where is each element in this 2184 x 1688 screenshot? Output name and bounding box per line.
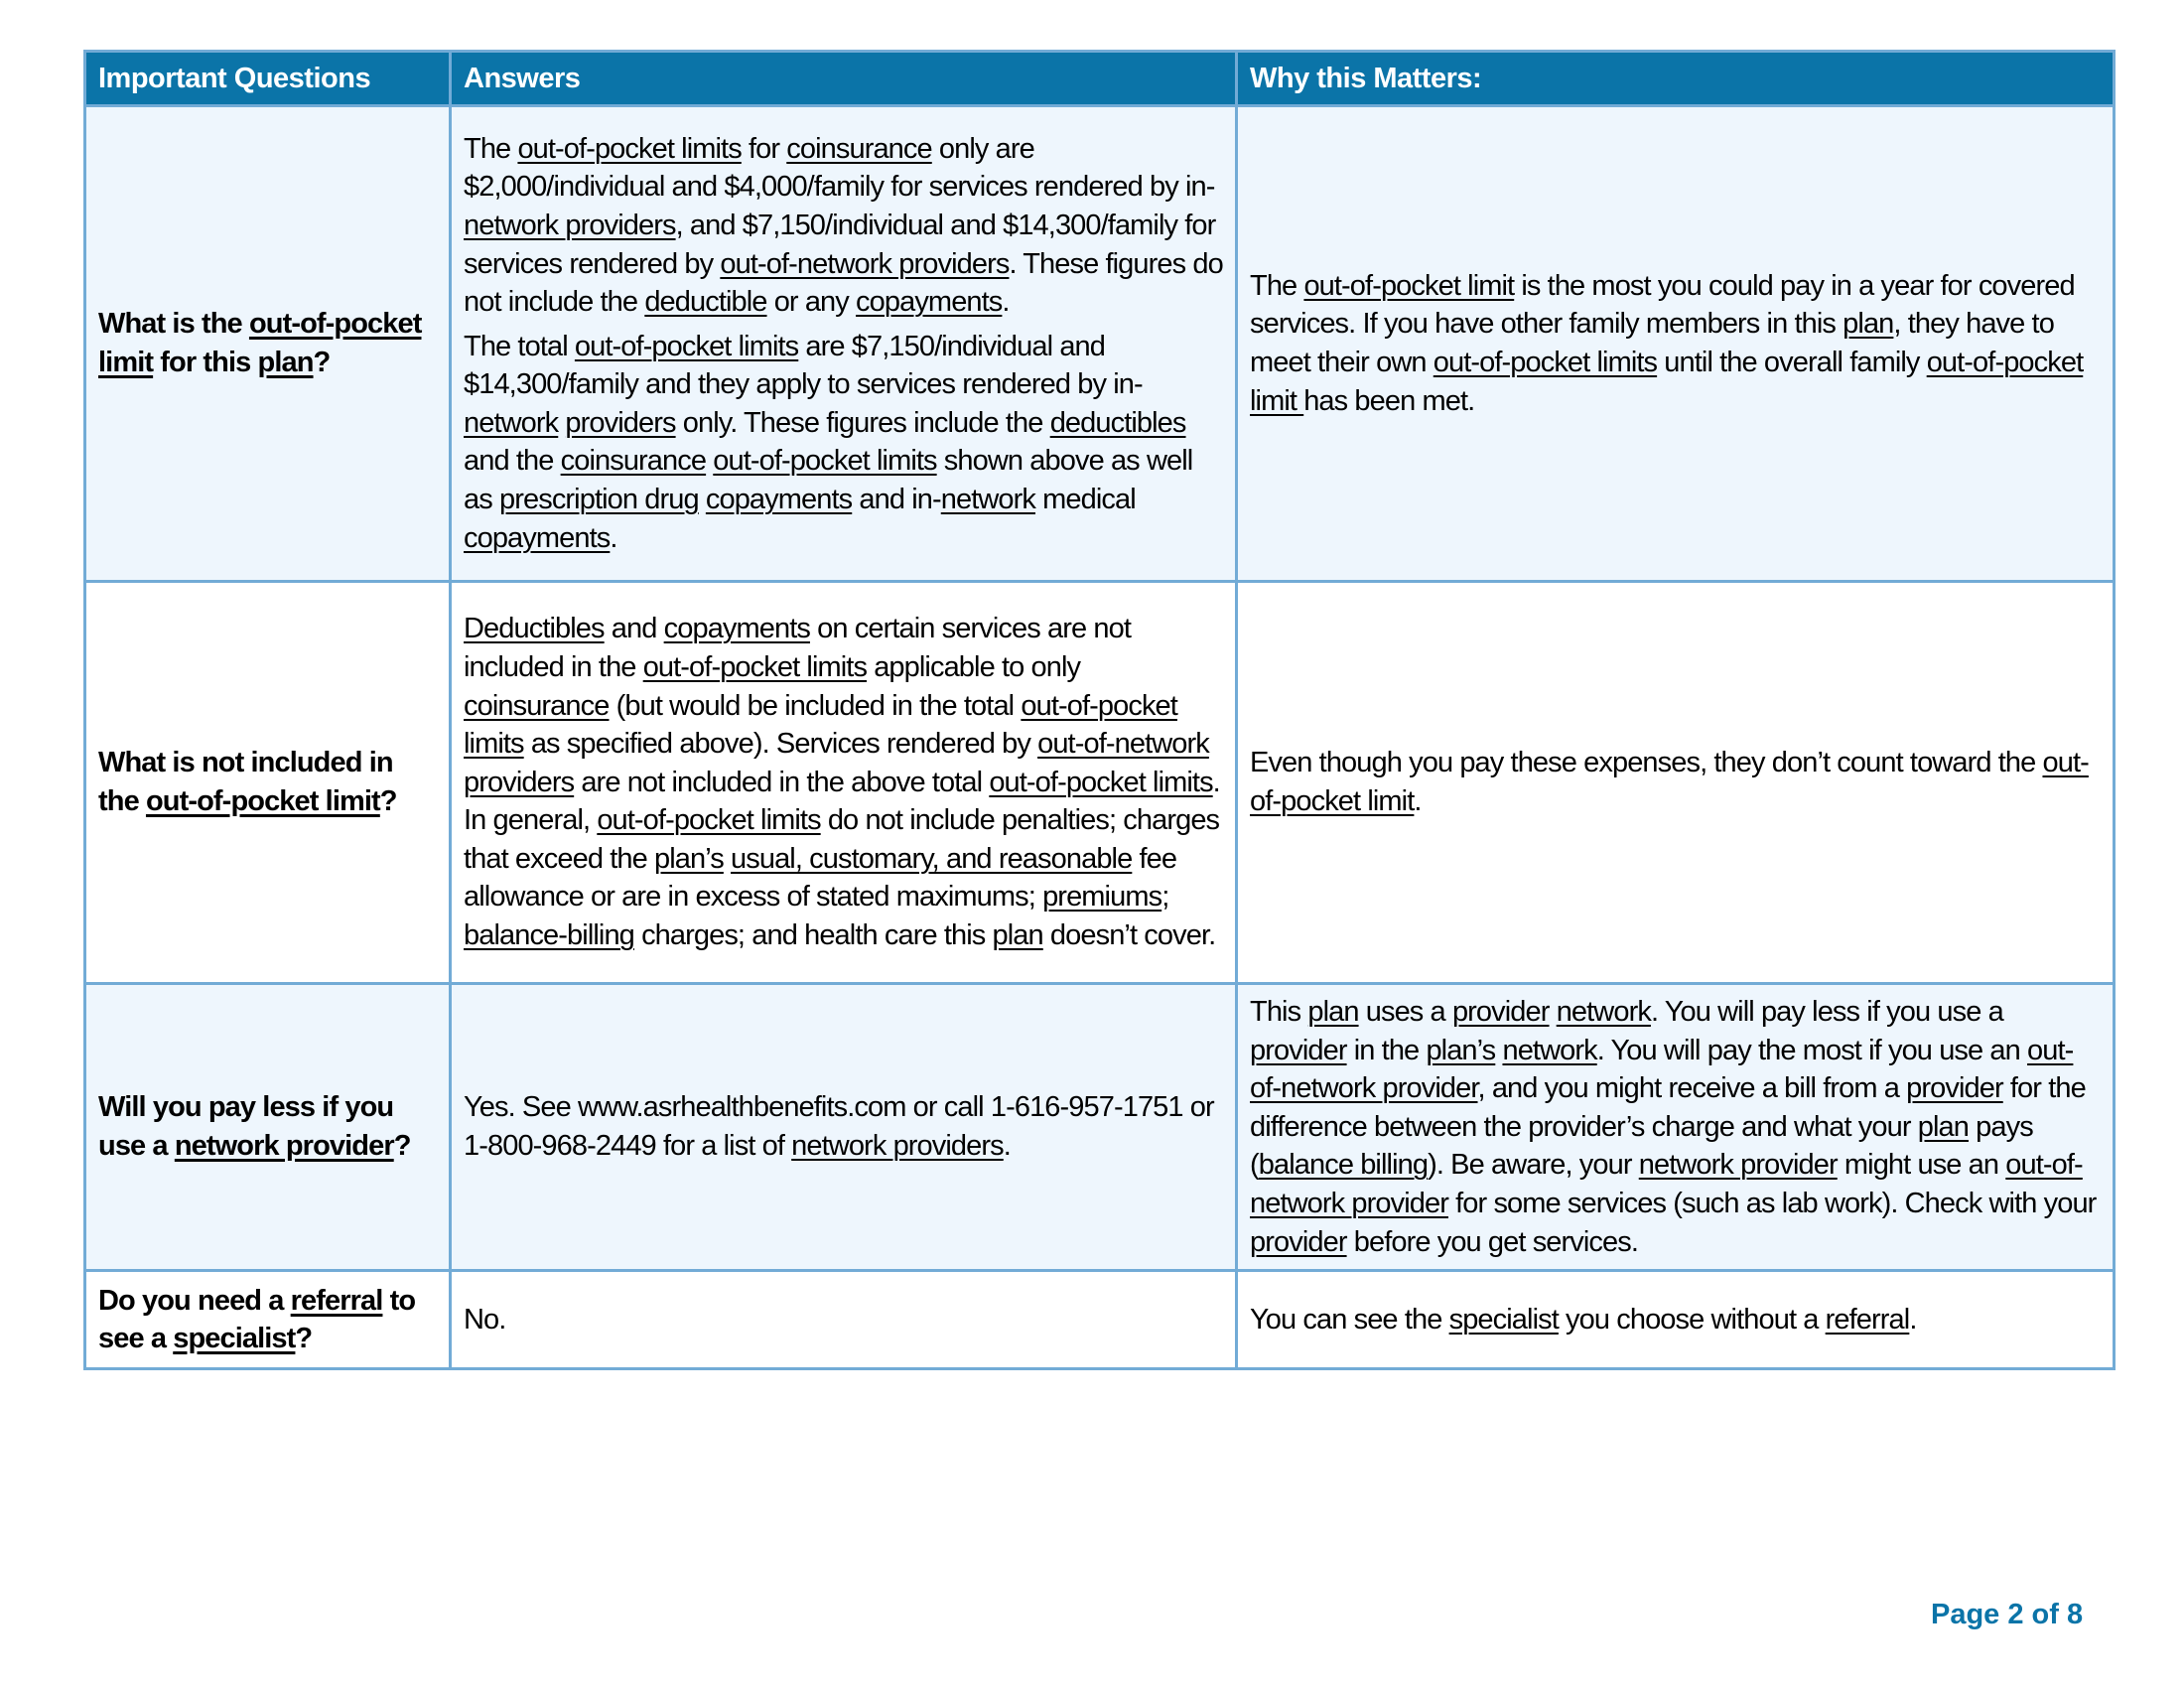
glossary-term-link[interactable]: out-of-pocket limit [1250, 747, 2089, 817]
question-cell [85, 1271, 451, 1369]
glossary-term-link[interactable]: network provider [174, 1130, 394, 1163]
text-segment: you choose without a [1558, 1303, 1826, 1336]
table-row [85, 582, 2115, 984]
text-segment: until the overall family [1657, 347, 1927, 378]
glossary-term-link[interactable]: out-of-pocket limits [597, 804, 821, 837]
text-segment: . [1909, 1303, 1917, 1336]
text-segment: What is not included in the [98, 747, 393, 817]
glossary-term-link[interactable]: network providers [791, 1130, 1004, 1163]
text-segment: uses a [1358, 996, 1452, 1028]
glossary-term-link[interactable]: network [464, 406, 559, 439]
text-segment: or any [766, 286, 857, 319]
text-segment: do not include penalties; charges that exceed the [464, 804, 1220, 875]
text-segment: are not included in the above total [574, 766, 990, 798]
text-segment: for some services (such as lab work). Check with your [1447, 1187, 2097, 1219]
text-segment: fee allowance or are in excess of stated maximums; [464, 842, 1177, 914]
glossary-term-link[interactable]: copayments [663, 613, 810, 645]
text-segment: before you get services. [1346, 1225, 1639, 1258]
glossary-term-link[interactable]: plan [1843, 308, 1894, 341]
text-segment: . [1003, 1130, 1011, 1163]
paragraph [464, 130, 1223, 322]
text-segment: pays ( [1250, 1110, 2033, 1182]
glossary-term-link[interactable]: usual, customary, and reasonable [731, 842, 1133, 875]
paragraph [1250, 744, 2101, 820]
text-segment: medical [1035, 484, 1136, 516]
text-segment: and the [464, 445, 561, 478]
glossary-term-link[interactable]: copayments [856, 286, 1003, 319]
glossary-term-link[interactable]: referral [290, 1284, 383, 1317]
answer-cell [451, 582, 1237, 984]
glossary-term-link[interactable]: out-of-pocket limits [1433, 347, 1658, 378]
glossary-term-link[interactable]: copayments [464, 521, 611, 554]
header-why-this-matters: Why this Matters: [1237, 52, 2115, 106]
text-segment: is the most you could pay in a year for covered services. If you have other family members in this [1250, 269, 2075, 341]
text-segment: charges; and health care this [633, 919, 993, 952]
glossary-term-link[interactable]: copayments [705, 484, 853, 516]
glossary-term-link[interactable]: provider [1451, 996, 1550, 1028]
text-segment: in the [1346, 1034, 1427, 1066]
glossary-term-link[interactable]: out-of-pocket limit [1303, 269, 1515, 302]
glossary-term-link[interactable]: coinsurance [560, 445, 707, 478]
glossary-term-link[interactable]: out-of-network providers [464, 728, 1209, 798]
glossary-term-link[interactable]: network provider [1638, 1149, 1838, 1182]
text-segment: has been met. [1303, 384, 1475, 417]
text-segment: This [1250, 996, 1308, 1028]
text-segment: and [604, 613, 664, 645]
text-segment: only. These figures include the [675, 406, 1050, 439]
text-segment: . These figures do not include the [464, 247, 1223, 319]
glossary-term-link[interactable]: out-of-pocket limits [713, 445, 937, 478]
paragraph [464, 1301, 1223, 1339]
text-segment: . [610, 521, 617, 554]
glossary-term-link[interactable]: specialist [1448, 1303, 1559, 1336]
question-cell [85, 984, 451, 1271]
glossary-term-link[interactable]: deductibles [1049, 406, 1186, 439]
text-segment: Do you need a [98, 1284, 291, 1317]
glossary-term-link[interactable]: provider [1250, 1225, 1347, 1258]
text-segment: to see a [98, 1284, 416, 1355]
glossary-term-link[interactable]: out-of-pocket limit [98, 308, 422, 378]
text-segment: . [1414, 785, 1422, 817]
text-segment: are $7,150/individual and $14,300/family and they apply to services rendered by in- [464, 330, 1143, 401]
glossary-term-link[interactable]: providers [565, 406, 676, 439]
text-segment: , and $7,150/individual and $14,300/family for services rendered by [464, 209, 1216, 280]
text-segment: . You will pay the most if you use an [1596, 1034, 2028, 1066]
text-segment: only are $2,000/individual and $4,000/family for services rendered by in- [464, 132, 1215, 204]
glossary-term-link[interactable]: out-of-network provider [1250, 1034, 2074, 1105]
why-matters-cell [1237, 582, 2115, 984]
text-segment [724, 843, 731, 875]
answer-cell [451, 984, 1237, 1271]
glossary-term-link[interactable]: plan [1307, 996, 1359, 1028]
text-segment: The [464, 132, 518, 165]
why-matters-cell [1237, 106, 2115, 582]
glossary-term-link[interactable]: out-of-pocket limits [517, 132, 742, 165]
text-segment: on certain services are not included in the [464, 613, 1131, 683]
glossary-term-link[interactable]: balance-billing [464, 919, 634, 952]
text-segment: Will you pay less if you use a [98, 1091, 394, 1163]
glossary-term-link[interactable]: network [940, 484, 1036, 516]
glossary-term-link[interactable]: plan [992, 919, 1043, 952]
paragraph [464, 610, 1223, 954]
glossary-term-link[interactable]: network [1502, 1034, 1597, 1066]
paragraph [1250, 267, 2101, 420]
paragraph [464, 328, 1223, 558]
text-segment: Yes. See www.asrhealthbenefits.com or call 1-616-957-1751 or 1-800-968-2449 for a list of [464, 1091, 1214, 1163]
text-segment: ? [313, 347, 331, 378]
text-segment: and in- [852, 484, 941, 516]
glossary-term-link[interactable]: balance billing [1258, 1149, 1429, 1182]
glossary-term-link[interactable]: plan [257, 347, 314, 378]
answer-cell [451, 106, 1237, 582]
table-row [85, 984, 2115, 1271]
glossary-term-link[interactable]: plan’s [1426, 1034, 1496, 1066]
text-segment: . In general, [464, 766, 1220, 837]
text-segment [1550, 996, 1557, 1028]
text-segment: for this [153, 347, 258, 378]
text-segment: , they have to meet their own [1250, 308, 2054, 378]
paragraph [464, 1088, 1223, 1165]
text-segment: shown above as well as [464, 445, 1193, 516]
table-header-row [85, 52, 2115, 106]
text-segment: No. [464, 1303, 506, 1336]
text-segment: The [1250, 269, 1304, 302]
question-cell [85, 106, 451, 582]
text-segment: What is the [98, 308, 249, 341]
text-segment: ? [295, 1323, 313, 1355]
glossary-term-link[interactable]: out-of-pocket limit [1250, 347, 2084, 417]
text-segment: doesn’t cover. [1042, 919, 1216, 952]
text-segment: applicable to only [867, 650, 1081, 683]
text-segment: (but would be included in the total [609, 689, 1022, 722]
text-segment: You can see the [1250, 1303, 1449, 1336]
glossary-term-link[interactable]: out-of-pocket limit [145, 785, 380, 817]
why-matters-cell [1237, 1271, 2115, 1369]
glossary-term-link[interactable]: out-of-pocket limits [574, 330, 799, 362]
glossary-term-link[interactable]: out-of-pocket limits [989, 766, 1213, 798]
glossary-term-link[interactable]: coinsurance [464, 689, 610, 722]
text-segment: Even though you pay these expenses, they don’t count toward the [1250, 747, 2043, 779]
glossary-term-link[interactable]: out-of-network provider [1250, 1149, 2083, 1219]
table-row [85, 1271, 2115, 1369]
glossary-term-link[interactable]: coinsurance [786, 132, 932, 165]
text-segment: ; [1161, 881, 1169, 914]
glossary-term-link[interactable]: specialist [173, 1323, 296, 1355]
header-important-questions: Important Questions [85, 52, 451, 106]
glossary-term-link[interactable]: provider [1250, 1034, 1347, 1066]
glossary-term-link[interactable]: deductible [644, 286, 767, 319]
text-segment: , and you might receive a bill from a [1477, 1072, 1907, 1105]
glossary-term-link[interactable]: out-of-pocket limits [464, 689, 1177, 761]
glossary-term-link[interactable]: provider [1906, 1072, 2003, 1105]
glossary-term-link[interactable]: out-of-network providers [720, 247, 1010, 280]
glossary-term-link[interactable]: network [1556, 996, 1651, 1028]
coverage-questions-table [83, 50, 2116, 1370]
glossary-term-link[interactable]: prescription drug [499, 484, 699, 516]
text-segment: ? [393, 1130, 411, 1163]
glossary-term-link[interactable]: out-of-pocket limits [642, 650, 868, 683]
glossary-term-link[interactable]: premiums [1042, 881, 1162, 914]
glossary-term-link[interactable]: Deductibles [464, 613, 605, 645]
text-segment: for the difference between the provider’s charge and what your [1250, 1072, 2086, 1143]
glossary-term-link[interactable]: referral [1825, 1303, 1910, 1336]
text-segment: ? [379, 785, 397, 817]
text-segment: The total [464, 330, 575, 362]
text-segment: . [1002, 286, 1010, 319]
text-segment [699, 484, 706, 515]
answer-cell [451, 1271, 1237, 1369]
paragraph [1250, 993, 2101, 1261]
paragraph [1250, 1301, 2101, 1339]
text-segment: ). Be aware, your [1428, 1149, 1639, 1182]
question-cell [85, 582, 451, 984]
page-number: Page 2 of 8 [1931, 1599, 2084, 1630]
header-answers: Answers [451, 52, 1237, 106]
glossary-term-link[interactable]: network providers [464, 209, 676, 241]
text-segment: . You will pay less if you use a [1650, 996, 2003, 1028]
text-segment: as specified above). Services rendered by [523, 728, 1038, 761]
table-row [85, 106, 2115, 582]
text-segment: for [741, 132, 787, 165]
glossary-term-link[interactable]: plan [1917, 1110, 1969, 1143]
why-matters-cell [1237, 984, 2115, 1271]
text-segment: might use an [1837, 1149, 2006, 1182]
glossary-term-link[interactable]: plan’s [653, 842, 724, 875]
